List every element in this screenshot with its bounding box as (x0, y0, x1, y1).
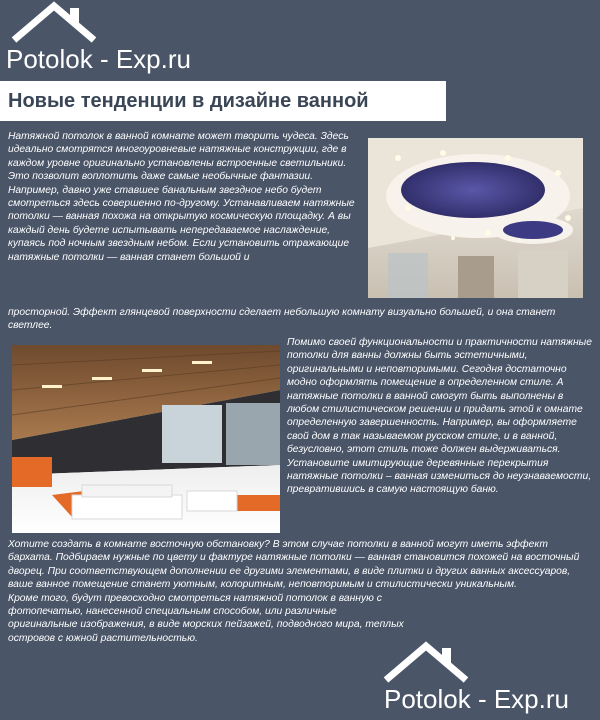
article-paragraph: Помимо своей функциональности и практичности натяжные потолки для ванны должны быть эстетичными, оригинальными и неповторимыми. Сегодня достаточно модно оформлять помещение в определенном стиле. А натяжные потолки в ванной смогут быть выполнены в любом стилистическом решении и придать этой к омнате определенную завершенность. Например, вы оформляете свой дом в так называемом русском стиле, и в ванной, безусловно, этот стиль тоже должен выдерживаться. Установите имитирующие деревянные перекрытия натяжные потолки – ванная измениться до неузнаваемости, превратившись в самую настоящую баню. (287, 337, 592, 496)
article-paragraph-continuation: просторной. Эффект глянцевой поверхности сделает небольшую комнату визуально большей, и она станет светлее. (8, 307, 556, 332)
article-paragraph: Натяжной потолок в ванной комнате может творить чудеса. Здесь идеально смотрятся многоуровневые натяжные конструкции, где в каждом уровне оригинально установлены встроенные светильники. Это позволит воплотить даже самые необычные фантазии. Например, давно уже ставшее банальным звездное небо будет смотреться здесь совершенно по-другому. Устанавливаем натяжные потолки — ванная похожа на открытую космическую площадку. А вы каждый день будете испытывать непередаваемое наслаждение, купаясь под ночным звездным небом. Если установить отражающие натяжные потолки — ванная станет большой и (8, 131, 355, 263)
site-logo-top[interactable] (0, 0, 260, 80)
site-logo-bottom[interactable] (370, 640, 600, 720)
lounge-interior-photo (12, 345, 280, 533)
article-text-block (8, 538, 593, 645)
bathroom-ceiling-photo (368, 138, 583, 298)
article-title-bar (0, 81, 446, 121)
site-name: Potolok - Exp.ru (384, 684, 569, 714)
house-roof-icon (382, 640, 502, 684)
house-roof-icon (10, 0, 130, 44)
article-paragraph: Кроме того, будут превосходно смотреться натяжной потолок в ванную с фотопечатью, нанесенной специальным способом, или различные оригинальные изображения, в виде морских пейзажей, подводного мира, теплых островов с южной растительностью. (8, 592, 404, 644)
article-paragraph: Хотите создать в комнате восточную обстановку? В этом случае потолки в ванной могут иметь эффект бархата. Подбираем нужные по цвету и фактуре натяжные потолки — ванная становится похожей на восточный дворец. При соответствующем дополнении ее другими элементами, в виде плитки и других ванных аксессуаров, ваше ванное помещение станет уютным, колоритным, неповторимым и стилистически уникальным. (8, 539, 580, 591)
site-name: Potolok - Exp.ru (6, 44, 191, 74)
article-title: Новые тенденции в дизайне ванной (8, 90, 369, 112)
